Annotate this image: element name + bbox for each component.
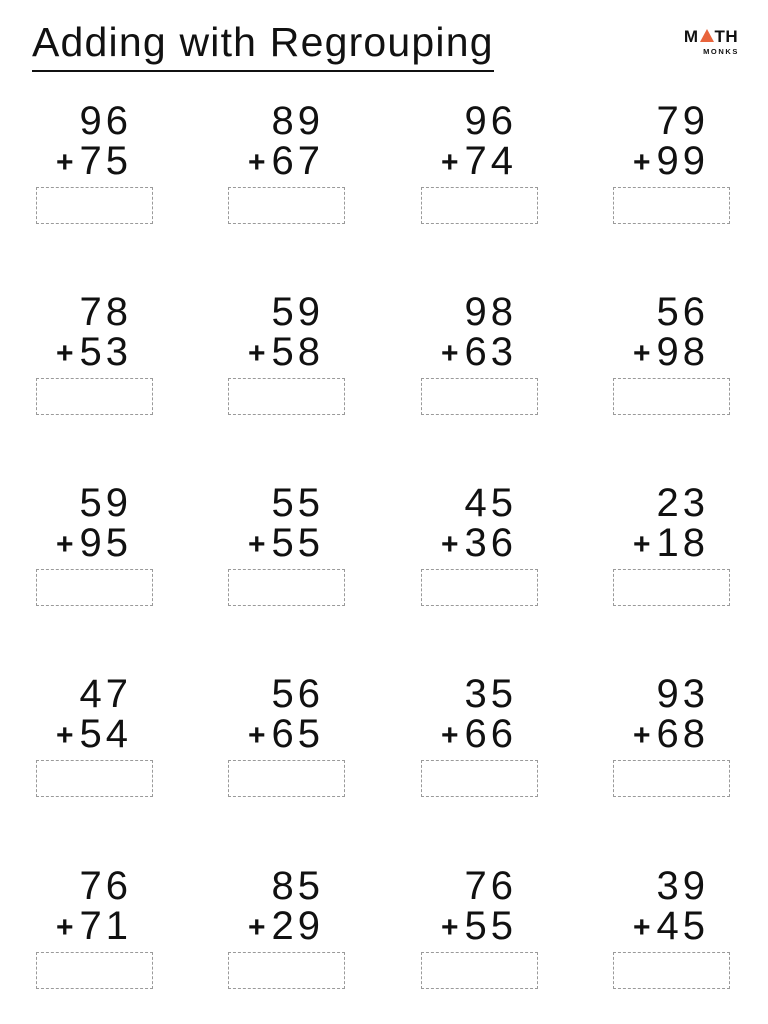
addition-problem <box>228 483 358 613</box>
addend-top: 39 <box>656 864 709 908</box>
logo-letters-th: TH <box>714 27 739 46</box>
addition-problem <box>421 101 551 231</box>
plus-sign: + <box>441 719 459 752</box>
addend-top: 96 <box>464 99 517 143</box>
answer-box[interactable] <box>36 569 153 606</box>
addend-top: 85 <box>271 864 324 908</box>
addend-top: 47 <box>79 672 132 716</box>
answer-box[interactable] <box>421 760 538 797</box>
addend-bottom: 71 <box>79 904 132 948</box>
logo-letter-m: M <box>683 27 699 46</box>
addition-problem <box>613 292 743 422</box>
addition-problem <box>228 292 358 422</box>
plus-sign: + <box>248 911 266 944</box>
answer-box[interactable] <box>36 952 153 989</box>
addition-problem <box>36 866 166 996</box>
answer-box[interactable] <box>613 187 730 224</box>
addend-top: 76 <box>79 864 132 908</box>
addend-bottom: 45 <box>656 904 709 948</box>
addition-problem <box>421 483 551 613</box>
addend-top: 59 <box>79 481 132 525</box>
addend-bottom: 55 <box>464 904 517 948</box>
answer-box[interactable] <box>421 569 538 606</box>
triangle-icon <box>700 29 714 42</box>
addend-top: 45 <box>464 481 517 525</box>
plus-sign: + <box>248 146 266 179</box>
plus-sign: + <box>441 337 459 370</box>
plus-sign: + <box>248 719 266 752</box>
addend-bottom: 55 <box>271 521 324 565</box>
addend-top: 79 <box>656 99 709 143</box>
answer-box[interactable] <box>613 378 730 415</box>
addition-problem <box>421 866 551 996</box>
plus-sign: + <box>633 528 651 561</box>
addend-bottom: 66 <box>464 712 517 756</box>
addend-bottom: 54 <box>79 712 132 756</box>
math-monks-logo <box>681 28 741 56</box>
addend-top: 98 <box>464 290 517 334</box>
answer-box[interactable] <box>228 187 345 224</box>
addition-problem <box>613 101 743 231</box>
addend-bottom: 53 <box>79 330 132 374</box>
answer-box[interactable] <box>421 378 538 415</box>
plus-sign: + <box>441 528 459 561</box>
addend-top: 78 <box>79 290 132 334</box>
addend-bottom: 58 <box>271 330 324 374</box>
answer-box[interactable] <box>36 187 153 224</box>
addend-top: 59 <box>271 290 324 334</box>
plus-sign: + <box>633 719 651 752</box>
logo-subtitle: MONKS <box>703 47 739 56</box>
addend-bottom: 67 <box>271 139 324 183</box>
addition-problem <box>36 483 166 613</box>
addition-problem <box>228 674 358 804</box>
addend-bottom: 95 <box>79 521 132 565</box>
answer-box[interactable] <box>228 378 345 415</box>
addend-top: 35 <box>464 672 517 716</box>
addend-top: 56 <box>271 672 324 716</box>
answer-box[interactable] <box>421 952 538 989</box>
answer-box[interactable] <box>228 760 345 797</box>
addend-top: 55 <box>271 481 324 525</box>
addition-problem <box>421 292 551 422</box>
addition-problem <box>613 483 743 613</box>
addend-bottom: 18 <box>656 521 709 565</box>
worksheet-header <box>32 19 494 72</box>
addition-problem <box>613 866 743 996</box>
addend-top: 76 <box>464 864 517 908</box>
addition-problem <box>36 674 166 804</box>
plus-sign: + <box>633 146 651 179</box>
plus-sign: + <box>441 911 459 944</box>
plus-sign: + <box>56 337 74 370</box>
addition-problem <box>228 101 358 231</box>
plus-sign: + <box>56 719 74 752</box>
plus-sign: + <box>441 146 459 179</box>
plus-sign: + <box>56 911 74 944</box>
addend-bottom: 36 <box>464 521 517 565</box>
addend-bottom: 63 <box>464 330 517 374</box>
addition-problem <box>228 866 358 996</box>
answer-box[interactable] <box>421 187 538 224</box>
plus-sign: + <box>56 528 74 561</box>
answer-box[interactable] <box>613 569 730 606</box>
answer-box[interactable] <box>228 952 345 989</box>
addition-problem <box>36 292 166 422</box>
addend-bottom: 29 <box>271 904 324 948</box>
answer-box[interactable] <box>613 760 730 797</box>
answer-box[interactable] <box>613 952 730 989</box>
addend-bottom: 98 <box>656 330 709 374</box>
addend-top: 23 <box>656 481 709 525</box>
plus-sign: + <box>633 911 651 944</box>
addition-problem <box>613 674 743 804</box>
addend-top: 89 <box>271 99 324 143</box>
answer-box[interactable] <box>36 378 153 415</box>
addend-top: 56 <box>656 290 709 334</box>
addend-bottom: 99 <box>656 139 709 183</box>
addend-top: 93 <box>656 672 709 716</box>
plus-sign: + <box>56 146 74 179</box>
addend-bottom: 75 <box>79 139 132 183</box>
addition-problem <box>36 101 166 231</box>
plus-sign: + <box>633 337 651 370</box>
plus-sign: + <box>248 337 266 370</box>
plus-sign: + <box>248 528 266 561</box>
addend-bottom: 74 <box>464 139 517 183</box>
answer-box[interactable] <box>228 569 345 606</box>
addend-top: 96 <box>79 99 132 143</box>
answer-box[interactable] <box>36 760 153 797</box>
addition-problem <box>421 674 551 804</box>
worksheet-title: Adding with Regrouping <box>32 22 494 72</box>
addend-bottom: 68 <box>656 712 709 756</box>
addend-bottom: 65 <box>271 712 324 756</box>
